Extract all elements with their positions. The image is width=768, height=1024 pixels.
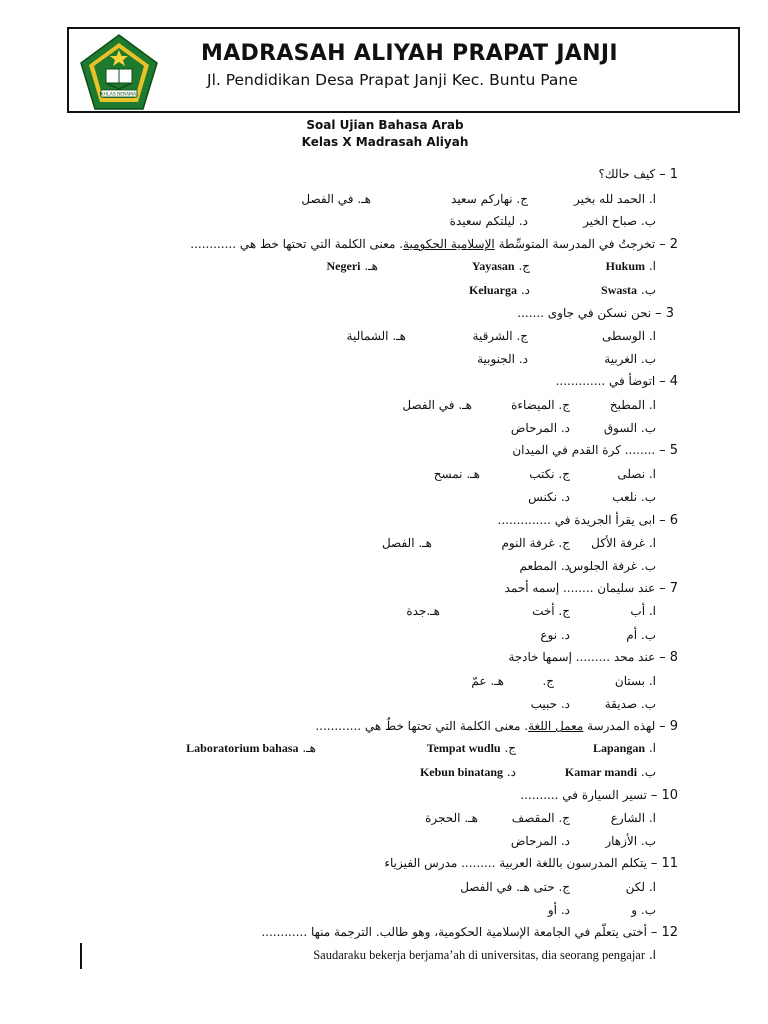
question-12: 12 – أختى يتعلّم في الجامعة الإسلامية الحكومية، وهو طالب. الترجمة منها ............ (261, 925, 678, 940)
q8-option-c: ج. (542, 674, 554, 688)
ministry-logo-icon (79, 33, 159, 111)
q10-option-a: ا. الشارع (610, 811, 656, 825)
q2-option-d: د. Keluarga (469, 283, 530, 297)
q10-option-d: د. المرحاض (510, 834, 570, 848)
q3-option-d: د. الجنوبية (477, 352, 528, 366)
question-6: 6 – ابى يقرأ الجريدة في .............. (497, 513, 678, 528)
exam-class: Kelas X Madrasah Aliyah (301, 135, 469, 149)
question-11: 11 – يتكلم المدرسون باللغة العربية ......... مدرس الفيزياء (384, 856, 678, 871)
q5-option-b: ب. نلعب (612, 490, 656, 504)
q4-option-b: ب. السوق (603, 421, 656, 435)
school-header (67, 27, 740, 113)
q10-option-c: ج. المقصف (511, 811, 570, 825)
exam-title: Soal Ujian Bahasa Arab (306, 118, 464, 132)
q7-option-b: ب. أم (626, 628, 656, 642)
q3-option-c: ج. الشرقية (472, 329, 528, 343)
exam-titles (270, 117, 500, 151)
question-1: 1 – كيف حالك؟ (598, 167, 678, 182)
q3-option-e: هـ. الشمالية (346, 329, 406, 343)
question-8: 8 – عند محد ......... إسمها خادجة (508, 650, 678, 665)
school-name: MADRASAH ALIYAH PRAPAT JANJI (201, 41, 618, 66)
question-10: 10 – تسير السيارة في .......... (520, 788, 678, 803)
q7-option-c: ج. أخت (532, 604, 570, 618)
q7-option-a: ا. أب (630, 604, 656, 618)
q8-option-d: د. حبيب (530, 697, 570, 711)
q2-option-e: هـ. Negeri (326, 259, 378, 273)
q2-option-a: ا. Hukum (605, 259, 656, 273)
q6-option-d: د. المطعم (519, 559, 570, 573)
school-address: Jl. Pendidikan Desa Prapat Janji Kec. Buntu Pane (207, 71, 578, 89)
q1-option-c: ج. نهاركم سعيد (451, 192, 528, 206)
q4-option-c: ج. الميضاءة (511, 398, 570, 412)
logo-ribbon-text: IKHLAS BERAMAL (99, 92, 139, 98)
q9-option-b: ب. Kamar mandi (564, 765, 656, 779)
q1-option-e: هـ. في الفصل (301, 192, 371, 206)
q8-option-a: ا. بستان (614, 674, 656, 688)
q5-option-a: ا. نصلى (617, 467, 656, 481)
q5-option-d: د. نكنس (528, 490, 570, 504)
q3-option-b: ب. الغربية (604, 352, 656, 366)
q9-option-d: د. Kebun binatang (419, 765, 516, 779)
q6-option-a: ا. غرفة الأكل (591, 536, 656, 550)
q6-option-b: ب. غرفة الجلوس (568, 559, 656, 573)
q8-option-e: هـ. عمّ (471, 674, 504, 688)
q10-option-b: ب. الأزهار (605, 834, 656, 848)
q5-option-e: هـ. نمسح (433, 467, 480, 481)
question-9: 9 – لهذه المدرسة معمل اللغة. معنى الكلمة التي تحتها خطٌ هي ............ (315, 719, 678, 734)
q11-option-d: د. أو (547, 903, 570, 917)
q4-option-a: ا. المطبخ (609, 398, 656, 412)
q7-option-e: هـ.جدة (406, 604, 440, 618)
q7-option-d: د. نوع (540, 628, 570, 642)
q1-option-a: ا. الحمد لله بخير (574, 192, 656, 206)
page-margin-bar (80, 943, 82, 969)
q5-option-c: ج. نكتب (529, 467, 570, 481)
q11-option-b: ب. و (631, 903, 656, 917)
q4-option-d: د. المرحاض (510, 421, 570, 435)
q1-option-b: ب. صباح الخير (583, 214, 656, 228)
q3-option-a: ا. الوسطى (601, 329, 656, 343)
question-4: 4 – اتوضأ في ............. (555, 374, 678, 389)
q2-option-c: ج. Yayasan (471, 259, 530, 273)
question-7: 7 – عند سليمان ........ إسمه أحمد (504, 581, 678, 596)
q11-option-c: ج. حتى هـ. في الفصل (460, 880, 570, 894)
q1-option-d: د. ليلتكم سعيدة (449, 214, 528, 228)
q4-option-e: هـ. في الفصل (402, 398, 472, 412)
q10-option-e: هـ. الحجرة (425, 811, 478, 825)
q8-option-b: ب. صديقة (604, 697, 656, 711)
q9-option-e: هـ. Laboratorium bahasa (186, 741, 316, 755)
q9-option-c: ج. Tempat wudlu (426, 741, 516, 755)
q9-option-a: ا. Lapangan (592, 741, 656, 755)
question-3: 3 – نحن نسكن في جاوى ....... (517, 306, 674, 321)
question-5: 5 – ........ كرة القدم في الميدان (512, 443, 678, 458)
question-2: 2 – تخرجتُ في المدرسة المتوسِّطة الإسلامية الحكومية. معنى الكلمة التي تحتها خط هي ............ (190, 237, 678, 252)
q6-option-c: ج. غرفة النوم (501, 536, 570, 550)
q2-option-b: ب. Swasta (601, 283, 656, 297)
q11-option-a: ا. لكن (625, 880, 656, 894)
q6-option-e: هـ. الفصل (381, 536, 432, 550)
q12-option-a: ا. Saudaraku bekerja berjama’ah di universitas, dia seorang pengajar (313, 948, 656, 962)
